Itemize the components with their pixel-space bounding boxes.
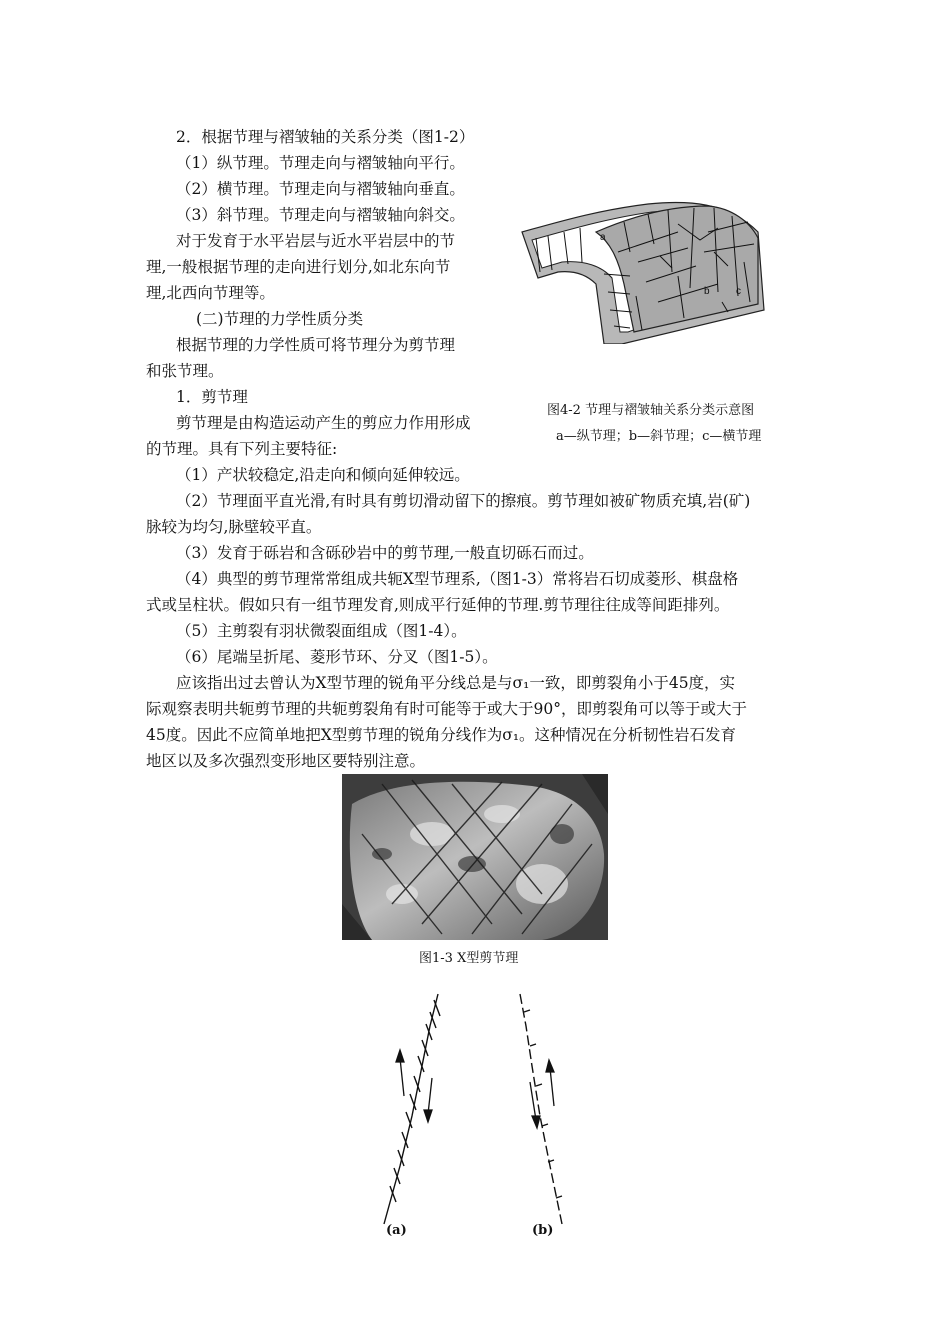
paragraph-line: 和张节理。 [146, 362, 224, 380]
list-item-transverse: （2）横节理。节理走向与褶皱轴向垂直。 [176, 180, 465, 198]
paragraph-line: 剪节理是由构造运动产生的剪应力作用形成 [176, 414, 471, 432]
heading-shear-joint: 1．剪节理 [176, 388, 248, 406]
paragraph-line: 理,北西向节理等。 [146, 284, 275, 302]
note-line: 地区以及多次强烈变形地区要特别注意。 [146, 752, 426, 770]
feature-item: （2）节理面平直光滑,有时具有剪切滑动留下的擦痕。剪节理如被矿物质充填,岩(矿) [176, 492, 751, 510]
feature-item: （1）产状较稳定,沿走向和倾向延伸较远。 [176, 466, 470, 484]
x-shear-joint-photo [342, 774, 608, 940]
note-line: 45度。因此不应简单地把X型剪节理的锐角分线作为σ₁。这种情况在分析韧性岩石发育 [146, 726, 737, 744]
feature-item: 脉较为均匀,脉壁较平直。 [146, 518, 322, 536]
list-item-oblique: （3）斜节理。节理走向与褶皱轴向斜交。 [176, 206, 465, 224]
fold-label-b: b [704, 286, 710, 297]
paragraph-line: 对于发育于水平岩层与近水平岩层中的节 [176, 232, 456, 250]
figure-caption: 图1-3 X型剪节理 [419, 951, 519, 966]
fold-label-a: a [600, 232, 606, 243]
note-line: 应该指出过去曾认为X型节理的锐角平分线总是与σ₁一致，即剪裂角小于45度，实 [176, 674, 736, 692]
figure-caption-legend: a—纵节理；b—斜节理；c—横节理 [556, 429, 762, 444]
feature-item: （6）尾端呈折尾、菱形节环、分叉（图1-5）。 [176, 648, 498, 666]
fold-label-c: c [736, 286, 741, 297]
panel-label-b: (b) [532, 1223, 554, 1236]
paragraph-line: 根据节理的力学性质可将节理分为剪节理 [176, 336, 456, 354]
figure-caption: 图4-2 节理与褶皱轴关系分类示意图 [547, 403, 755, 418]
list-item-longitudinal: （1）纵节理。节理走向与褶皱轴向平行。 [176, 154, 465, 172]
paragraph-line: 的节理。具有下列主要特征: [146, 440, 338, 458]
fold-joint-diagram [518, 192, 780, 344]
feather-fracture-diagram [360, 986, 590, 1236]
paragraph-line: 理,一般根据节理的走向进行划分,如北东向节 [146, 258, 451, 276]
feature-item: （4）典型的剪节理常常组成共轭X型节理系,（图1-3）常将岩石切成菱形、棋盘格 [176, 570, 739, 588]
feature-item: （3）发育于砾岩和含砾砂岩中的剪节理,一般直切砾石而过。 [176, 544, 594, 562]
section-heading-mechanical: (二)节理的力学性质分类 [196, 310, 364, 328]
heading-joint-fold-axis: 2．根据节理与褶皱轴的关系分类（图1-2） [176, 128, 475, 146]
feature-item: 式或呈柱状。假如只有一组节理发育,则成平行延伸的节理.剪节理往往成等间距排列。 [146, 596, 730, 614]
note-line: 际观察表明共轭剪节理的共轭剪裂角有时可能等于或大于90°，即剪裂角可以等于或大于 [146, 700, 747, 718]
panel-label-a: (a) [386, 1223, 407, 1236]
feature-item: （5）主剪裂有羽状微裂面组成（图1-4）。 [176, 622, 467, 640]
